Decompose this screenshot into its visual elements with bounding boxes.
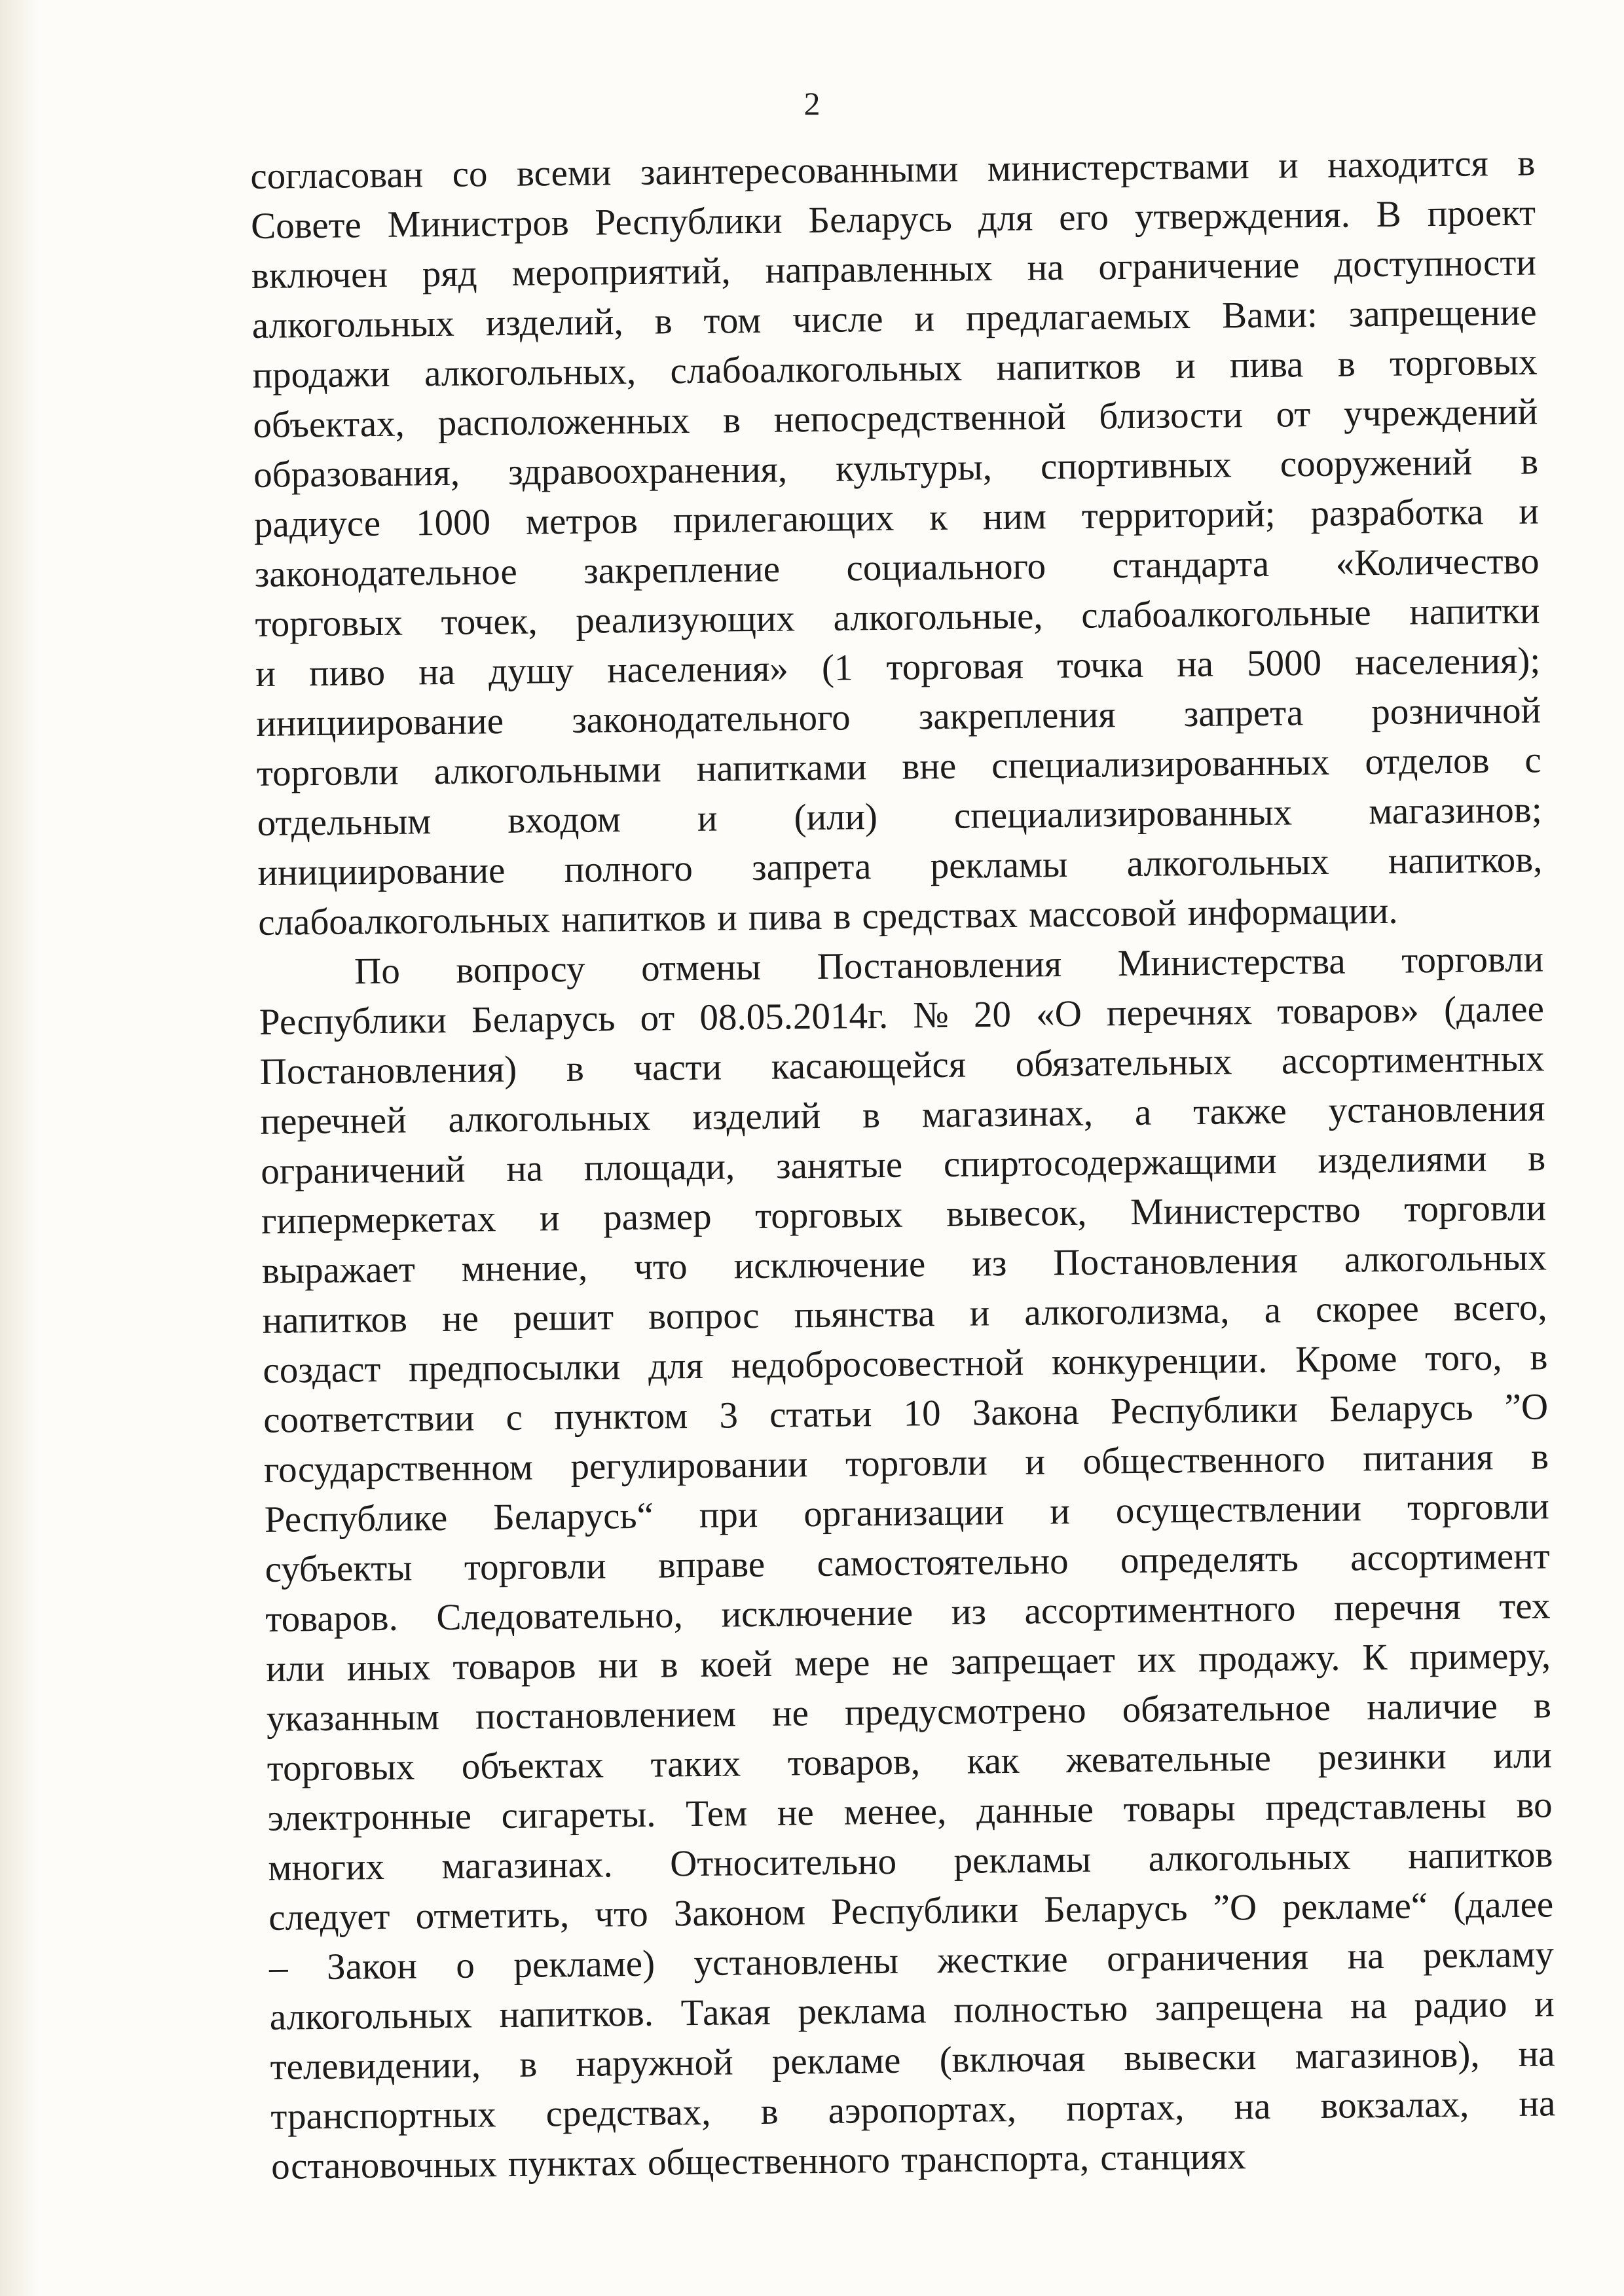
text-line: законодательное закрепление социального стандарта «Количество — [254, 540, 1540, 595]
text-line: Республике Беларусь“ при организации и осуществлении торговли — [264, 1485, 1550, 1540]
text-line: алкогольных изделий, в том числе и предлагаемых Вами: запрещение — [251, 291, 1537, 346]
page-fold-shadow — [0, 0, 39, 2296]
text-line: продажи алкогольных, слабоалкогольных напитков и пива в торговых — [252, 341, 1538, 396]
page-number: 2 — [803, 85, 821, 122]
text-line: торговых объектах таких товаров, как жевательные резинки или — [267, 1734, 1553, 1789]
paragraph — [259, 934, 1557, 2191]
text-line: и пиво на душу населения» (1 торговая точка на 5000 населения); — [255, 640, 1541, 695]
text-line: выражает мнение, что исключение из Постановления алкогольных — [261, 1237, 1547, 1292]
text-line: напитков не решит вопрос пьянства и алкоголизма, а скорее всего, — [262, 1286, 1547, 1341]
text-line: включен ряд мероприятий, направленных на ограничение доступности — [251, 242, 1537, 297]
text-line: Постановления) в части касающейся обязательных ассортиментных — [259, 1038, 1545, 1093]
text-line: отдельным входом и (или) специализированных магазинов; — [257, 789, 1542, 844]
text-line: гипермеркетах и размер торговых вывесок, Министерство торговли — [261, 1187, 1547, 1242]
text-line: указанным постановлением не предусмотрено обязательное наличие в — [266, 1685, 1552, 1740]
text-line: остановочных пунктах общественного транспорта, станциях — [270, 2136, 1247, 2187]
text-line: товаров. Следовательно, исключение из ассортиментного перечня тех — [265, 1585, 1551, 1640]
text-line: торговли алкогольными напитками вне специализированных отделов с — [256, 739, 1542, 794]
text-line: – Закон о рекламе) установлены жесткие ограничения на рекламу — [268, 1933, 1555, 1988]
text-line: инициирование полного запрета рекламы алкогольных напитков, — [257, 839, 1543, 894]
text-line: государственном регулировании торговли и общественного питания в — [263, 1436, 1549, 1491]
text-line: субъекты торговли вправе самостоятельно определять ассортимент — [265, 1535, 1550, 1590]
text-line: алкогольных напитков. Такая реклама полностью запрещена на радио и — [269, 1983, 1555, 2038]
text-line: электронные сигареты. Тем не менее, данные товары представлены во — [267, 1784, 1553, 1839]
text-line: телевидении, в наружной рекламе (включая вывески магазинов), на — [270, 2033, 1555, 2088]
letter-body — [250, 138, 1557, 2191]
text-line: образования, здравоохранения, культуры, спортивных сооружений в — [253, 441, 1539, 496]
text-line: или иных товаров ни в коей мере не запрещает их продажу. К примеру, — [265, 1635, 1551, 1690]
paragraph — [250, 138, 1543, 947]
text-line: многих магазинах. Относительно рекламы алкогольных напитков — [268, 1834, 1553, 1889]
text-line: согласован со всеми заинтересованными министерствами и находится в — [250, 142, 1536, 197]
text-line: инициирование законодательного закрепления запрета розничной — [255, 689, 1541, 744]
text-line: соответствии с пунктом 3 статьи 10 Закона Республики Беларусь ”О — [263, 1386, 1549, 1441]
text-line: торговых точек, реализующих алкогольные, слабоалкогольные напитки — [255, 590, 1540, 645]
text-line: Совете Министров Республики Беларусь для его утверждения. В проект — [250, 192, 1536, 247]
text-line: Республики Беларусь от 08.05.2014г. № 20 «О перечнях товаров» (далее — [259, 988, 1545, 1043]
text-line: создаст предпосылки для недобросовестной конкуренции. Кроме того, в — [263, 1336, 1548, 1391]
text-line: ограничений на площади, занятые спиртосодержащими изделиями в — [260, 1137, 1546, 1192]
text-line: перечней алкогольных изделий в магазинах, а также установления — [260, 1087, 1545, 1142]
text-line: радиусе 1000 метров прилегающих к ним территорий; разработка и — [253, 490, 1540, 545]
text-line: объектах, расположенных в непосредственной близости от учреждений — [253, 391, 1538, 446]
text-line: По вопросу отмены Постановления Министерства торговли — [354, 938, 1544, 993]
text-line: транспортных средствах, в аэропортах, портах, на вокзалах, на — [270, 2083, 1556, 2138]
text-line: слабоалкогольных напитков и пива в средствах массовой информации. — [258, 890, 1398, 943]
text-line: следует отметить, что Законом Республики Беларусь ”О рекламе“ (далее — [268, 1884, 1554, 1939]
